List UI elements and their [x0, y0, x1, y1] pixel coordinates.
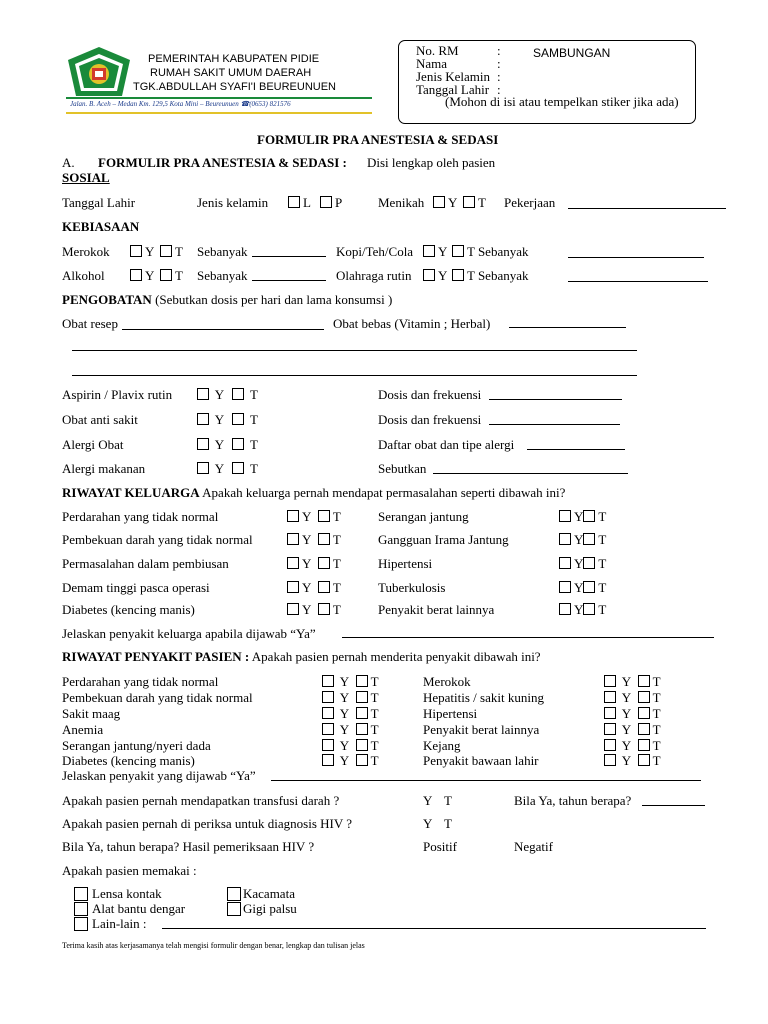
- obat-extra-line-1[interactable]: [72, 350, 637, 351]
- hiv-question: Apakah pasien pernah di periksa untuk diagnosis HIV ?: [62, 816, 353, 831]
- checkbox-icon[interactable]: [356, 723, 368, 735]
- pasien-left-0: Perdarahan yang tidak normal: [62, 674, 219, 689]
- checkbox-icon[interactable]: [559, 557, 571, 569]
- option-label: T: [250, 412, 258, 427]
- checkbox-icon[interactable]: [583, 603, 595, 615]
- option-label: Y: [339, 690, 350, 705]
- pasien-right-0: Merokok: [423, 674, 471, 689]
- checkbox-icon[interactable]: [559, 533, 571, 545]
- option-label: Y: [621, 674, 632, 689]
- org-name-3: TGK.ABDULLAH SYAFI'I BEUREUNUEN: [133, 81, 336, 93]
- option-label: Y: [145, 268, 155, 283]
- checkbox-icon[interactable]: [318, 510, 330, 522]
- checkbox-icon[interactable]: [356, 707, 368, 719]
- alkohol-t[interactable]: [160, 268, 183, 284]
- checkbox-icon[interactable]: [318, 581, 330, 593]
- nama-colon: :: [497, 56, 501, 71]
- option-label: Y: [339, 738, 350, 753]
- keluarga-left-3: Demam tinggi pasca operasi: [62, 580, 210, 595]
- option-label: T: [175, 244, 183, 259]
- header-rule-green: [66, 97, 372, 99]
- keluarga-right-2: Hipertensi: [378, 556, 433, 571]
- jk-l-option[interactable]: [288, 195, 311, 211]
- keluarga-right-3: Tuberkulosis: [378, 580, 446, 595]
- checkbox-icon[interactable]: [604, 707, 616, 719]
- checkbox-icon[interactable]: [160, 245, 172, 257]
- kebiasaan-heading: KEBIASAAN: [62, 219, 140, 234]
- checkbox-icon[interactable]: [356, 675, 368, 687]
- option-label: Y: [438, 268, 448, 283]
- alat-label: Alat bantu dengar: [92, 901, 186, 916]
- gigi-checkbox[interactable]: [227, 902, 241, 916]
- lensa-label: Lensa kontak: [92, 886, 162, 901]
- page-title: FORMULIR PRA ANESTESIA & SEDASI: [257, 132, 499, 147]
- pasien-right-1: Hepatitis / sakit kuning: [423, 690, 544, 705]
- option-label: Y: [574, 580, 584, 595]
- kopi-input-line[interactable]: [568, 257, 704, 258]
- section-title: FORMULIR PRA ANESTESIA & SEDASI :: [98, 155, 347, 170]
- checkbox-icon[interactable]: [638, 739, 650, 751]
- daftar-obat-line[interactable]: [527, 449, 625, 450]
- option-label: T: [370, 690, 379, 705]
- checkbox-icon[interactable]: [423, 269, 435, 281]
- alergi-obat-y[interactable]: [197, 437, 224, 453]
- tanggal-lahir-field: Tanggal Lahir: [62, 195, 136, 210]
- pasien-right-3: Penyakit berat lainnya: [423, 722, 540, 737]
- option-label: Y: [302, 580, 312, 595]
- transfusi-y[interactable]: Y: [423, 793, 433, 808]
- jk-colon: :: [497, 69, 501, 84]
- org-name-2: RUMAH SAKIT UMUM DAERAH: [150, 67, 312, 79]
- patient-box-note: (Mohon di isi atau tempelkan stiker jika ada): [445, 94, 679, 109]
- checkbox-icon[interactable]: [452, 269, 464, 281]
- checkbox-icon[interactable]: [559, 603, 571, 615]
- olahraga-field: Olahraga rutin: [336, 268, 412, 283]
- merokok-input-line[interactable]: [252, 256, 326, 257]
- jk-p-option[interactable]: [320, 195, 342, 211]
- checkbox-icon[interactable]: [559, 510, 571, 522]
- checkbox-icon[interactable]: [197, 462, 209, 474]
- keluarga-left-1: Pembekuan darah yang tidak normal: [62, 532, 253, 547]
- header-rule-yellow: [66, 112, 372, 114]
- option-label: T: [332, 509, 341, 524]
- option-label: T: [598, 509, 607, 524]
- option-label: T Sebanyak: [467, 244, 529, 259]
- checkbox-icon[interactable]: [583, 533, 595, 545]
- checkbox-icon[interactable]: [322, 723, 334, 735]
- pasien-right-5: Penyakit bawaan lahir: [423, 753, 539, 768]
- checkbox-icon[interactable]: [356, 691, 368, 703]
- keluarga-right-0: Serangan jantung: [378, 509, 469, 524]
- riwayat-keluarga-row: [62, 485, 565, 501]
- section-subtitle: Disi lengkap oleh pasien: [367, 155, 496, 170]
- menikah-t-option[interactable]: [463, 195, 486, 211]
- option-label: Y: [574, 532, 584, 547]
- checkbox-icon[interactable]: [638, 675, 650, 687]
- menikah-y-option[interactable]: [433, 195, 457, 211]
- option-label: Y: [214, 461, 225, 476]
- aspirin-dosis-line[interactable]: [489, 399, 622, 400]
- hiv-t[interactable]: T: [444, 816, 452, 831]
- riwayat-pasien-question: Apakah pasien pernah menderita penyakit dibawah ini?: [251, 649, 541, 664]
- obat-resep-field: Obat resep: [62, 316, 118, 331]
- hiv-y[interactable]: Y: [423, 816, 433, 831]
- option-label: T: [370, 674, 379, 689]
- checkbox-icon[interactable]: [322, 691, 334, 703]
- option-label: Y: [214, 387, 225, 402]
- option-label: T: [598, 556, 607, 571]
- daftar-obat-field: Daftar obat dan tipe alergi: [378, 437, 515, 452]
- option-label: T: [598, 580, 607, 595]
- option-label: T: [332, 602, 341, 617]
- pengobatan-heading: PENGOBATAN: [62, 292, 152, 307]
- kopi-y[interactable]: [423, 244, 447, 260]
- pasien-right-4: Kejang: [423, 738, 461, 753]
- alergi-makanan-t[interactable]: [232, 461, 258, 477]
- checkbox-icon[interactable]: [287, 581, 299, 593]
- checkbox-icon[interactable]: [287, 603, 299, 615]
- option-label: Y: [339, 722, 350, 737]
- checkbox-icon[interactable]: [638, 707, 650, 719]
- keluarga-left-yt-2[interactable]: [287, 556, 341, 572]
- tanggal-lahir-label: Tanggal Lahir: [416, 82, 490, 97]
- obat-bebas-field: Obat bebas (Vitamin ; Herbal): [333, 316, 491, 331]
- option-label: Y: [574, 509, 584, 524]
- checkbox-icon[interactable]: [638, 723, 650, 735]
- keluarga-explain-line[interactable]: [342, 637, 714, 638]
- pasien-left-5: Diabetes (kencing manis): [62, 753, 195, 768]
- gigi-label: Gigi palsu: [243, 901, 297, 916]
- pasien-explain: Jelaskan penyakit yang dijawab “Ya”: [62, 768, 256, 783]
- option-label: T: [652, 738, 661, 753]
- keluarga-right-yt-0[interactable]: [559, 509, 606, 525]
- sebutkan-line[interactable]: [433, 473, 628, 474]
- alkohol-field: Alkohol: [62, 268, 105, 283]
- checkbox-icon[interactable]: [287, 533, 299, 545]
- riwayat-pasien-heading: RIWAYAT PENYAKIT PASIEN :: [62, 649, 250, 664]
- alergi-makanan-y[interactable]: [197, 461, 224, 477]
- option-label: T Sebanyak: [467, 268, 529, 283]
- option-label: T: [652, 753, 661, 768]
- option-label: T: [250, 437, 258, 452]
- option-label: Y: [302, 602, 312, 617]
- checkbox-icon[interactable]: [604, 675, 616, 687]
- option-label: Y: [621, 690, 632, 705]
- alergi-makanan-field: Alergi makanan: [62, 461, 146, 476]
- olahraga-t[interactable]: [452, 268, 529, 284]
- checkbox-icon[interactable]: [463, 196, 475, 208]
- option-label: T: [370, 706, 379, 721]
- checkbox-icon[interactable]: [604, 754, 616, 766]
- pengobatan-note: (Sebutkan dosis per hari dan lama konsumsi ): [155, 292, 393, 307]
- checkbox-icon[interactable]: [604, 691, 616, 703]
- option-label: Y: [339, 706, 350, 721]
- pasien-right-yt-2[interactable]: [604, 706, 661, 722]
- checkbox-icon[interactable]: [356, 739, 368, 751]
- checkbox-icon[interactable]: [423, 245, 435, 257]
- checkbox-icon[interactable]: [197, 413, 209, 425]
- obat-extra-line-2[interactable]: [72, 375, 637, 376]
- lain-label: Lain-lain :: [92, 916, 147, 931]
- checkbox-icon[interactable]: [287, 557, 299, 569]
- option-label: T: [652, 674, 661, 689]
- pasien-left-yt-4[interactable]: [322, 738, 379, 754]
- keluarga-right-yt-3[interactable]: [559, 580, 606, 596]
- option-label: Y: [621, 753, 632, 768]
- transfusi-tahun: Bila Ya, tahun berapa?: [514, 793, 632, 808]
- checkbox-icon[interactable]: [559, 581, 571, 593]
- checkbox-icon[interactable]: [232, 413, 244, 425]
- option-label: P: [335, 195, 343, 210]
- option-label: T: [332, 532, 341, 547]
- merokok-sebanyak: Sebanyak: [197, 244, 248, 259]
- checkbox-icon[interactable]: [638, 691, 650, 703]
- checkbox-icon[interactable]: [318, 557, 330, 569]
- pasien-right-2: Hipertensi: [423, 706, 478, 721]
- checkbox-icon[interactable]: [604, 723, 616, 735]
- alkohol-y[interactable]: [130, 268, 154, 284]
- pasien-left-2: Sakit maag: [62, 706, 121, 721]
- kacamata-checkbox[interactable]: [227, 887, 241, 901]
- merokok-t[interactable]: [160, 244, 183, 260]
- keluarga-left-0: Perdarahan yang tidak normal: [62, 509, 219, 524]
- lain-checkbox[interactable]: [74, 917, 88, 931]
- hiv-negatif[interactable]: Negatif: [514, 839, 553, 854]
- keluarga-right-1: Gangguan Irama Jantung: [378, 532, 509, 547]
- checkbox-icon[interactable]: [583, 510, 595, 522]
- checkbox-icon[interactable]: [288, 196, 300, 208]
- option-label: Y: [339, 674, 350, 689]
- keluarga-left-yt-1[interactable]: [287, 532, 341, 548]
- merokok-field: Merokok: [62, 244, 110, 259]
- rm-label: No. RM: [416, 43, 459, 58]
- option-label: T: [250, 387, 258, 402]
- checkbox-icon[interactable]: [160, 269, 172, 281]
- checkbox-icon[interactable]: [356, 754, 368, 766]
- option-label: Y: [621, 738, 632, 753]
- pasien-right-yt-4[interactable]: [604, 738, 661, 754]
- anti-sakit-field: Obat anti sakit: [62, 412, 138, 427]
- pasien-right-yt-3[interactable]: [604, 722, 661, 738]
- checkbox-icon[interactable]: [638, 754, 650, 766]
- option-label: L: [303, 195, 311, 210]
- kacamata-label: Kacamata: [243, 886, 295, 901]
- sambungan-label: SAMBUNGAN: [533, 46, 611, 60]
- keluarga-right-yt-4[interactable]: [559, 602, 606, 618]
- keluarga-explain: Jelaskan penyakit keluarga apabila dijawab “Ya”: [62, 626, 316, 641]
- keluarga-left-4: Diabetes (kencing manis): [62, 602, 195, 617]
- pasien-left-4: Serangan jantung/nyeri dada: [62, 738, 211, 753]
- option-label: T: [332, 580, 341, 595]
- menikah-field: Menikah: [378, 195, 425, 210]
- aspirin-dosis: Dosis dan frekuensi: [378, 387, 482, 402]
- alergi-obat-field: Alergi Obat: [62, 437, 124, 452]
- pekerjaan-input-line[interactable]: [568, 208, 726, 209]
- checkbox-icon[interactable]: [197, 388, 209, 400]
- section-letter: A.: [62, 155, 75, 170]
- checkbox-icon[interactable]: [583, 581, 595, 593]
- checkbox-icon[interactable]: [130, 269, 142, 281]
- alkohol-input-line[interactable]: [252, 280, 326, 281]
- option-label: Y: [621, 706, 632, 721]
- option-label: Y: [574, 556, 584, 571]
- checkbox-icon[interactable]: [287, 510, 299, 522]
- olahraga-y[interactable]: [423, 268, 447, 284]
- hiv-question-2: Bila Ya, tahun berapa? Hasil pemeriksaan HIV ?: [62, 839, 315, 854]
- anti-sakit-dosis: Dosis dan frekuensi: [378, 412, 482, 427]
- checkbox-icon[interactable]: [232, 388, 244, 400]
- keluarga-right-yt-2[interactable]: [559, 556, 606, 572]
- checkbox-icon[interactable]: [232, 462, 244, 474]
- pasien-left-yt-2[interactable]: [322, 706, 379, 722]
- option-label: T: [370, 722, 379, 737]
- lensa-checkbox[interactable]: [74, 887, 88, 901]
- option-label: Y: [438, 244, 448, 259]
- checkbox-icon[interactable]: [130, 245, 142, 257]
- merokok-y[interactable]: [130, 244, 154, 260]
- option-label: Y: [302, 532, 312, 547]
- option-label: Y: [302, 556, 312, 571]
- option-label: T: [598, 532, 607, 547]
- keluarga-right-yt-1[interactable]: [559, 532, 606, 548]
- checkbox-icon[interactable]: [452, 245, 464, 257]
- checkbox-icon[interactable]: [197, 438, 209, 450]
- option-label: Y: [302, 509, 312, 524]
- option-label: Y: [621, 722, 632, 737]
- sebutkan-field: Sebutkan: [378, 461, 427, 476]
- option-label: T: [250, 461, 258, 476]
- pasien-right-yt-1[interactable]: [604, 690, 661, 706]
- aspirin-y[interactable]: [197, 387, 224, 403]
- riwayat-keluarga-question: Apakah keluarga pernah mendapat permasalahan seperti dibawah ini?: [202, 485, 566, 500]
- checkbox-icon[interactable]: [604, 739, 616, 751]
- option-label: T: [478, 195, 486, 210]
- riwayat-pasien-row: [62, 649, 541, 665]
- option-label: T: [652, 706, 661, 721]
- pasien-left-1: Pembekuan darah yang tidak normal: [62, 690, 253, 705]
- option-label: T: [652, 722, 661, 737]
- checkbox-icon[interactable]: [433, 196, 445, 208]
- hospital-logo: [66, 46, 132, 100]
- olahraga-input-line[interactable]: [568, 281, 708, 282]
- kopi-field: Kopi/Teh/Cola: [336, 244, 414, 259]
- keluarga-left-yt-0[interactable]: [287, 509, 341, 525]
- keluarga-left-2: Permasalahan dalam pembiusan: [62, 556, 229, 571]
- aspirin-t[interactable]: [232, 387, 258, 403]
- lain-input-line[interactable]: [162, 928, 706, 929]
- option-label: Y: [145, 244, 155, 259]
- alkohol-sebanyak: Sebanyak: [197, 268, 248, 283]
- nama-label: Nama: [416, 56, 448, 71]
- option-label: T: [598, 602, 607, 617]
- pasien-left-yt-5[interactable]: [322, 753, 379, 769]
- pasien-explain-line[interactable]: [271, 780, 701, 781]
- checkbox-icon[interactable]: [322, 675, 334, 687]
- pengobatan-row: [62, 292, 392, 308]
- option-label: Y: [339, 753, 350, 768]
- org-name-1: PEMERINTAH KABUPATEN PIDIE: [148, 53, 320, 65]
- anti-sakit-t[interactable]: [232, 412, 258, 428]
- option-label: Y: [448, 195, 458, 210]
- alat-checkbox[interactable]: [74, 902, 88, 916]
- obat-bebas-input-line[interactable]: [509, 327, 626, 328]
- alergi-obat-t[interactable]: [232, 437, 258, 453]
- rm-colon: :: [497, 43, 501, 58]
- jenis-kelamin-field: Jenis kelamin: [197, 195, 269, 210]
- pasien-right-yt-0[interactable]: [604, 674, 661, 690]
- transfusi-question: Apakah pasien pernah mendapatkan transfusi darah ?: [62, 793, 340, 808]
- jenis-kelamin-label: Jenis Kelamin: [416, 69, 491, 84]
- pasien-left-3: Anemia: [62, 722, 104, 737]
- checkbox-icon[interactable]: [322, 739, 334, 751]
- checkbox-icon[interactable]: [320, 196, 332, 208]
- footer-note: Terima kasih atas kerjasamanya telah mengisi formulir dengan benar, lengkap dan tulisan jelas: [62, 941, 365, 950]
- anti-sakit-dosis-line[interactable]: [489, 424, 620, 425]
- hiv-positif[interactable]: Positif: [423, 839, 457, 854]
- hospital-address: Jalan. B. Aceh – Medan Km. 129,5 Kota Mini – Beureunuen ☎(0653) 821576: [70, 100, 291, 108]
- checkbox-icon[interactable]: [583, 557, 595, 569]
- transfusi-t[interactable]: T: [444, 793, 452, 808]
- anti-sakit-y[interactable]: [197, 412, 224, 428]
- pekerjaan-field: Pekerjaan: [504, 195, 556, 210]
- option-label: Y: [214, 412, 225, 427]
- option-label: T: [370, 753, 379, 768]
- checkbox-icon[interactable]: [322, 707, 334, 719]
- checkbox-icon[interactable]: [318, 533, 330, 545]
- riwayat-keluarga-heading: RIWAYAT KELUARGA: [62, 485, 200, 500]
- checkbox-icon[interactable]: [318, 603, 330, 615]
- option-label: Y: [574, 602, 584, 617]
- sosial-heading: SOSIAL: [62, 170, 110, 185]
- option-label: T: [175, 268, 183, 283]
- pasien-left-yt-3[interactable]: [322, 722, 379, 738]
- pasien-left-yt-1[interactable]: [322, 690, 379, 706]
- pasien-right-yt-5[interactable]: [604, 753, 661, 769]
- aspirin-field: Aspirin / Plavix rutin: [62, 387, 173, 402]
- checkbox-icon[interactable]: [232, 438, 244, 450]
- kopi-t[interactable]: [452, 244, 529, 260]
- keluarga-left-yt-3[interactable]: [287, 580, 341, 596]
- checkbox-icon[interactable]: [322, 754, 334, 766]
- option-label: Y: [214, 437, 225, 452]
- keluarga-left-yt-4[interactable]: [287, 602, 341, 618]
- option-label: T: [370, 738, 379, 753]
- tl-colon: :: [497, 82, 501, 97]
- pasien-left-yt-0[interactable]: [322, 674, 379, 690]
- keluarga-right-4: Penyakit berat lainnya: [378, 602, 495, 617]
- memakai-question: Apakah pasien memakai :: [62, 863, 197, 878]
- option-label: T: [652, 690, 661, 705]
- option-label: T: [332, 556, 341, 571]
- transfusi-tahun-line[interactable]: [642, 805, 705, 806]
- obat-resep-input-line[interactable]: [122, 329, 324, 330]
